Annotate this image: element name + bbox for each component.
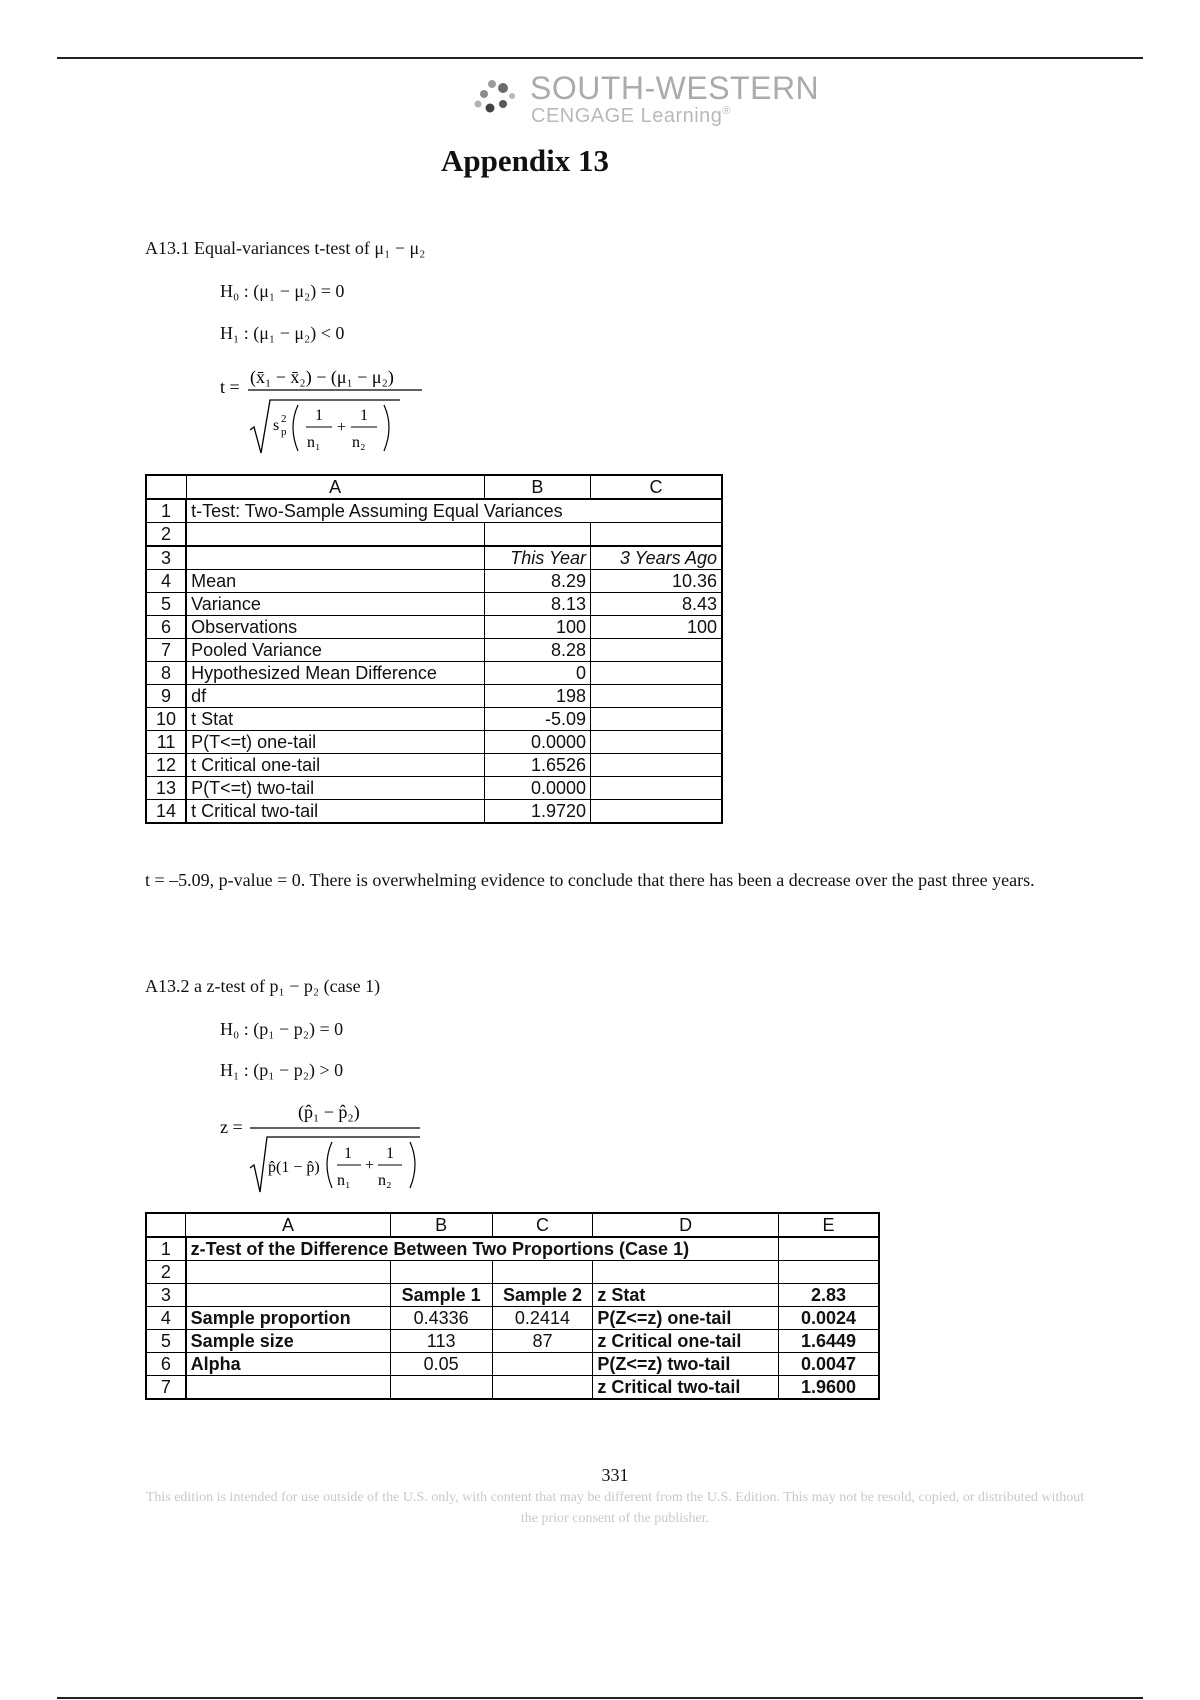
z-formula-n2: n₂	[378, 1172, 392, 1189]
section1-conclusion: t = –5.09, p-value = 0. There is overwhelming evidence to conclude that there has been a decrease over the past three years.	[145, 870, 1035, 890]
t-test-column-header-row	[146, 475, 722, 499]
cell-d: z Stat	[593, 1284, 779, 1307]
row-number: 9	[146, 685, 186, 708]
cell-b: 198	[484, 685, 590, 708]
logo-line-2-text: CENGAGE Learning	[531, 105, 723, 127]
cell-b	[390, 1261, 492, 1284]
cell-b: 8.13	[484, 593, 590, 616]
row-number: 1	[146, 499, 186, 523]
t-formula-n2: n₂	[352, 434, 366, 451]
z-test-corner-cell	[146, 1213, 186, 1237]
z-formula-one-a: 1	[344, 1145, 352, 1162]
cell-b	[390, 1376, 492, 1400]
cell-c	[492, 1376, 593, 1400]
section1-heading: A13.1 Equal-variances t-test of μ₁ − μ₂	[145, 238, 426, 258]
section1-null-hypothesis: H₀ : (μ₁ − μ₂) = 0	[220, 281, 345, 301]
t-formula-numerator: (x̄₁ − x̄₂) − (μ₁ − μ₂)	[250, 367, 394, 387]
logo-trademark: ®	[722, 105, 732, 117]
cell-c: 0.2414	[492, 1307, 593, 1330]
cell-a	[186, 1376, 391, 1400]
row-number: 7	[146, 1376, 186, 1400]
z-test-row-7	[146, 1376, 879, 1400]
t-test-row-11	[146, 731, 722, 754]
t-formula-sp: s	[273, 417, 280, 434]
row-number: 13	[146, 777, 186, 800]
cell-d	[593, 1261, 779, 1284]
z-test-row-3	[146, 1284, 879, 1307]
cell-e: 0.0024	[778, 1307, 879, 1330]
cell-b-sample-1-header: Sample 1	[390, 1284, 492, 1307]
t-test-row-14	[146, 800, 722, 824]
z-formula-plus: +	[365, 1157, 375, 1174]
cell-c	[591, 662, 722, 685]
t-formula-left-paren	[293, 405, 298, 451]
cell-b: 0	[484, 662, 590, 685]
bottom-rule	[57, 1697, 1143, 1699]
logo-line-2	[531, 105, 731, 128]
row-number: 14	[146, 800, 186, 824]
cell-c	[492, 1261, 593, 1284]
z-formula-phat: p̂(1 − p̂)	[268, 1159, 320, 1176]
z-test-col-header-d: D	[593, 1213, 779, 1237]
cell-c-sample-2-header: Sample 2	[492, 1284, 593, 1307]
cell-b: 0.4336	[390, 1307, 492, 1330]
cell-c	[591, 800, 722, 824]
row-number: 8	[146, 662, 186, 685]
t-test-row-9	[146, 685, 722, 708]
cell-e: 1.6449	[778, 1330, 879, 1353]
cell-b: 113	[390, 1330, 492, 1353]
z-test-row-5	[146, 1330, 879, 1353]
cell-c	[591, 708, 722, 731]
t-formula-one-b: 1	[360, 407, 368, 424]
cell-c	[591, 523, 722, 547]
publisher-logo	[470, 70, 820, 130]
t-test-col-header-c: C	[591, 475, 722, 499]
z-formula-numerator: (p̂₁ − p̂₂)	[298, 1102, 360, 1122]
t-test-row-7	[146, 639, 722, 662]
cell-b: 8.28	[484, 639, 590, 662]
t-test-col-header-b: B	[484, 475, 590, 499]
cell-b: 1.6526	[484, 754, 590, 777]
row-number: 4	[146, 570, 186, 593]
cell-a	[186, 1261, 391, 1284]
logo-mark-icon	[470, 74, 520, 124]
cell-a: Hypothesized Mean Difference	[186, 662, 484, 685]
t-formula-graphic	[220, 365, 460, 460]
z-test-row-6	[146, 1353, 879, 1376]
footer-disclaimer: This edition is intended for use outside of the U.S. only, with content that may be different from the U.S. Edition. This may not be resold, copied, or distributed without the prior consent of the publisher.	[145, 1490, 1085, 1526]
cell-b: 8.29	[484, 570, 590, 593]
t-test-row-4	[146, 570, 722, 593]
section2-heading: A13.2 a z-test of p₁ − p₂ (case 1)	[145, 976, 381, 996]
cell-c: 10.36	[591, 570, 722, 593]
cell-c	[492, 1353, 593, 1376]
row-number: 3	[146, 1284, 186, 1307]
cell-e	[778, 1237, 879, 1261]
cell-b: 0.0000	[484, 777, 590, 800]
t-test-table-title: t-Test: Two-Sample Assuming Equal Variances	[186, 499, 722, 523]
row-number: 2	[146, 523, 186, 547]
row-number: 1	[146, 1237, 186, 1261]
z-formula-one-b: 1	[386, 1145, 394, 1162]
cell-e: 2.83	[778, 1284, 879, 1307]
z-formula-n1: n₁	[337, 1172, 351, 1189]
cell-a: df	[186, 685, 484, 708]
row-number: 7	[146, 639, 186, 662]
z-formula-right-paren	[410, 1142, 415, 1188]
cell-a	[186, 546, 484, 570]
t-test-row-8	[146, 662, 722, 685]
cell-e: 1.9600	[778, 1376, 879, 1400]
cell-d: P(Z<=z) one-tail	[593, 1307, 779, 1330]
z-test-col-header-e: E	[778, 1213, 879, 1237]
t-formula-n1: n₁	[307, 434, 321, 451]
t-test-row-5	[146, 593, 722, 616]
cell-c: 87	[492, 1330, 593, 1353]
page-title: Appendix 13	[441, 143, 609, 178]
cell-a: P(T<=t) one-tail	[186, 731, 484, 754]
section2-alt-hypothesis: H₁ : (p₁ − p₂) > 0	[220, 1060, 344, 1080]
t-test-spreadsheet	[145, 474, 723, 824]
top-rule	[57, 57, 1143, 59]
section1-alt-hypothesis: H₁ : (μ₁ − μ₂) < 0	[220, 323, 345, 343]
z-test-column-header-row	[146, 1213, 879, 1237]
cell-a: t Critical two-tail	[186, 800, 484, 824]
cell-a: t Critical one-tail	[186, 754, 484, 777]
t-formula-right-paren	[384, 405, 389, 451]
t-test-row-3	[146, 546, 722, 570]
cell-e	[778, 1261, 879, 1284]
t-formula-plus: +	[337, 419, 347, 436]
cell-c	[591, 639, 722, 662]
cell-b: -5.09	[484, 708, 590, 731]
section2-z-formula	[220, 1100, 440, 1200]
z-test-table-title: z-Test of the Difference Between Two Proportions (Case 1)	[186, 1237, 779, 1261]
cell-a: Sample size	[186, 1330, 391, 1353]
cell-b: 1.9720	[484, 800, 590, 824]
t-formula-lhs: t =	[220, 377, 240, 397]
cell-a: t Stat	[186, 708, 484, 731]
cell-c	[591, 777, 722, 800]
row-number: 2	[146, 1261, 186, 1284]
cell-a: Observations	[186, 616, 484, 639]
row-number: 10	[146, 708, 186, 731]
cell-e: 0.0047	[778, 1353, 879, 1376]
cell-a: P(T<=t) two-tail	[186, 777, 484, 800]
z-formula-graphic	[220, 1100, 440, 1195]
z-test-col-header-b: B	[390, 1213, 492, 1237]
row-number: 3	[146, 546, 186, 570]
section1-t-formula	[220, 365, 460, 465]
z-test-row-1	[146, 1237, 879, 1261]
t-test-row-6	[146, 616, 722, 639]
cell-b: 100	[484, 616, 590, 639]
cell-c	[591, 754, 722, 777]
cell-a: Sample proportion	[186, 1307, 391, 1330]
t-test-corner-cell	[146, 475, 186, 499]
z-formula-lhs: z =	[220, 1117, 243, 1137]
section2-null-hypothesis: H₀ : (p₁ − p₂) = 0	[220, 1019, 344, 1039]
t-test-row-12	[146, 754, 722, 777]
row-number: 5	[146, 1330, 186, 1353]
cell-a	[186, 1284, 391, 1307]
cell-c: 100	[591, 616, 722, 639]
t-formula-one-a: 1	[315, 407, 323, 424]
cell-d: P(Z<=z) two-tail	[593, 1353, 779, 1376]
cell-d: z Critical one-tail	[593, 1330, 779, 1353]
page-number: 331	[601, 1465, 629, 1485]
z-formula-left-paren	[327, 1142, 332, 1188]
z-test-spreadsheet	[145, 1212, 880, 1400]
cell-c-3-years-ago-header: 3 Years Ago	[591, 546, 722, 570]
t-test-row-10	[146, 708, 722, 731]
cell-a: Alpha	[186, 1353, 391, 1376]
cell-c	[591, 731, 722, 754]
row-number: 6	[146, 616, 186, 639]
z-test-row-2	[146, 1261, 879, 1284]
cell-c	[591, 685, 722, 708]
row-number: 11	[146, 731, 186, 754]
cell-c: 8.43	[591, 593, 722, 616]
logo-line-1: SOUTH-WESTERN	[530, 70, 820, 106]
z-test-col-header-c: C	[492, 1213, 593, 1237]
t-test-row-2	[146, 523, 722, 547]
t-formula-sp-sub: p	[281, 426, 287, 438]
row-number: 4	[146, 1307, 186, 1330]
z-test-row-4	[146, 1307, 879, 1330]
t-test-col-header-a: A	[186, 475, 484, 499]
cell-d: z Critical two-tail	[593, 1376, 779, 1400]
cell-b: 0.0000	[484, 731, 590, 754]
t-formula-sp-sup: 2	[281, 413, 287, 425]
cell-b	[484, 523, 590, 547]
cell-a: Variance	[186, 593, 484, 616]
z-test-col-header-a: A	[186, 1213, 391, 1237]
cell-b-this-year-header: This Year	[484, 546, 590, 570]
cell-a: Mean	[186, 570, 484, 593]
row-number: 5	[146, 593, 186, 616]
row-number: 6	[146, 1353, 186, 1376]
t-test-row-1	[146, 499, 722, 523]
cell-a: Pooled Variance	[186, 639, 484, 662]
t-test-row-13	[146, 777, 722, 800]
cell-b: 0.05	[390, 1353, 492, 1376]
row-number: 12	[146, 754, 186, 777]
cell-a	[186, 523, 484, 547]
